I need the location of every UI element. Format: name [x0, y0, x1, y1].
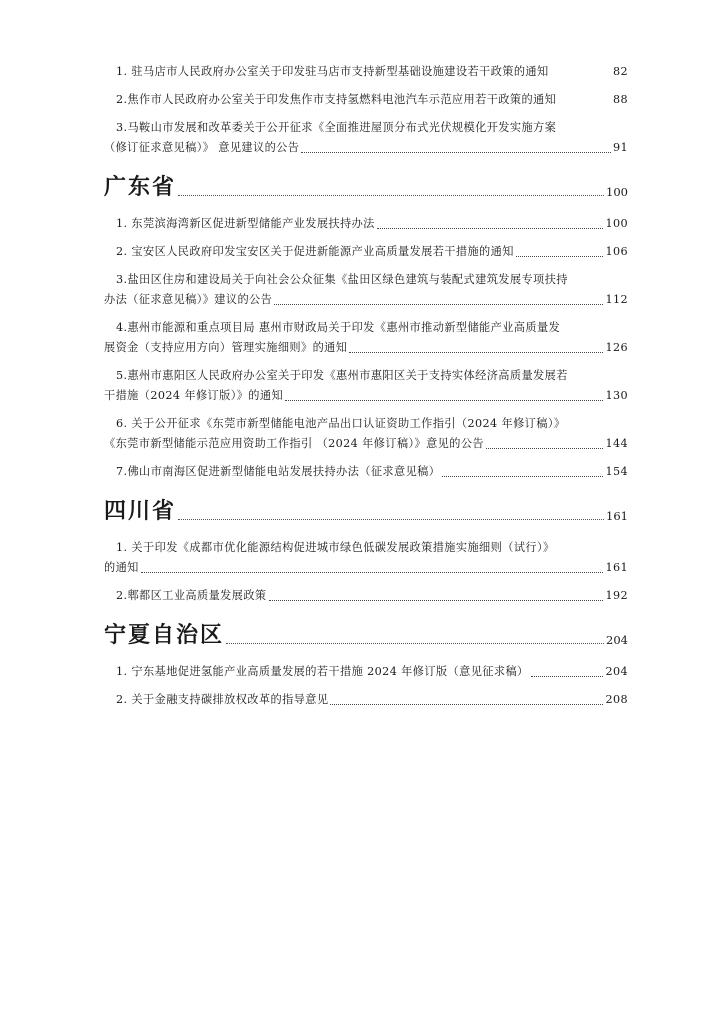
section-heading[interactable]	[104, 622, 628, 650]
entry-spacer	[104, 262, 628, 270]
table-of-contents	[104, 62, 628, 718]
toc-entry-line	[104, 462, 628, 482]
toc-entry[interactable]	[104, 118, 628, 158]
entry-text: 1. 东莞滨海湾新区促进新型储能产业发展扶持办法	[116, 217, 375, 230]
entry-spacer	[104, 578, 628, 586]
dot-leader	[226, 643, 604, 644]
toc-entry-line	[104, 434, 628, 454]
toc-entry-line	[104, 138, 628, 158]
entry-spacer	[104, 682, 628, 690]
toc-entry-line	[104, 538, 628, 558]
dot-leader	[330, 704, 603, 705]
dot-leader	[442, 476, 603, 477]
dot-leader	[486, 448, 603, 449]
toc-entry[interactable]	[104, 690, 628, 710]
entry-text: 2. 关于金融支持碳排放权改革的指导意见	[116, 693, 329, 706]
entry-spacer	[104, 454, 628, 462]
entry-spacer	[104, 82, 628, 90]
entry-text: 7.佛山市南海区促进新型储能电站发展扶持办法（征求意见稿）	[116, 465, 441, 478]
section-heading[interactable]	[104, 174, 628, 202]
entry-text: 1. 驻马店市人民政府办公室关于印发驻马店市支持新型基础设施建设若干政策的通知	[116, 65, 549, 78]
page-number: 126	[605, 341, 628, 354]
toc-entry-line	[104, 290, 628, 310]
page-number: 161	[606, 509, 628, 523]
section-title: 宁夏自治区	[104, 623, 225, 648]
toc-entry[interactable]	[104, 214, 628, 234]
toc-entry[interactable]	[104, 538, 628, 578]
entry-text: 5.惠州市惠阳区人民政府办公室关于印发《惠州市惠阳区关于支持实体经济高质量发展若	[116, 369, 568, 382]
section-title: 四川省	[104, 499, 177, 524]
entry-text: 展资金（支持应用方向）管理实施细则》的通知	[104, 341, 348, 354]
toc-entry-line	[104, 270, 628, 290]
page-number: 106	[605, 245, 628, 258]
page-number: 100	[605, 217, 628, 230]
toc-entry[interactable]	[104, 270, 628, 310]
toc-entry-line	[104, 386, 628, 406]
dot-leader	[269, 600, 604, 601]
entry-text: （修订征求意见稿）》 意见建议的公告	[104, 141, 300, 154]
entry-text: 6. 关于公开征求《东莞市新型储能电池产品出口认证资助工作指引（2024 年修订稿）》	[116, 417, 566, 430]
toc-entry[interactable]	[104, 318, 628, 358]
toc-entry[interactable]	[104, 62, 628, 82]
entry-text: 办法（征求意见稿）》建议的公告	[104, 293, 273, 306]
dot-leader	[141, 572, 604, 573]
dot-leader	[531, 676, 604, 677]
entry-spacer	[104, 110, 628, 118]
entry-text: 4.惠州市能源和重点项目局 惠州市财政局关于印发《惠州市推动新型储能产业高质量发	[116, 321, 561, 334]
entry-text: 3.马鞍山市发展和改革委关于公开征求《全面推进屋顶分布式光伏规模化开发实施方案	[116, 121, 557, 134]
entry-text: 2.焦作市人民政府办公室关于印发焦作市支持氢燃料电池汽车示范应用若干政策的通知	[116, 93, 557, 106]
toc-entry-line	[104, 690, 628, 710]
entry-spacer	[104, 158, 628, 166]
toc-entry[interactable]	[104, 366, 628, 406]
entry-spacer	[104, 234, 628, 242]
section-title: 广东省	[104, 175, 177, 200]
toc-entry-line	[104, 118, 628, 138]
page-number: 154	[605, 465, 628, 478]
page-number: 112	[605, 293, 628, 306]
entry-text: 1. 宁东基地促进氢能产业高质量发展的若干措施 2024 年修订版（意见征求稿）	[116, 665, 529, 678]
dot-leader	[285, 400, 603, 401]
toc-entry-line	[104, 318, 628, 338]
entry-text: 2.郫都区工业高质量发展政策	[116, 589, 267, 602]
page-number: 82	[612, 65, 628, 78]
entry-spacer	[104, 406, 628, 414]
toc-entry-line	[104, 214, 628, 234]
toc-entry[interactable]	[104, 662, 628, 682]
page-number: 130	[605, 389, 628, 402]
page-number: 192	[605, 589, 628, 602]
dot-leader	[301, 152, 611, 153]
page-number: 91	[612, 141, 628, 154]
dot-leader	[178, 195, 604, 196]
toc-entry[interactable]	[104, 242, 628, 262]
entry-spacer	[104, 482, 628, 490]
entry-spacer	[104, 710, 628, 718]
entry-text: 2. 宝安区人民政府印发宝安区关于促进新能源产业高质量发展若干措施的通知	[116, 245, 514, 258]
toc-entry-line	[104, 366, 628, 386]
page-number: 208	[605, 693, 628, 706]
page-number: 161	[605, 561, 628, 574]
toc-entry[interactable]	[104, 414, 628, 454]
toc-entry[interactable]	[104, 90, 628, 110]
toc-entry[interactable]	[104, 462, 628, 482]
entry-spacer	[104, 310, 628, 318]
toc-entry-line	[104, 586, 628, 606]
toc-entry-line	[104, 662, 628, 682]
entry-text: 干措施（2024 年修订版）》的通知	[104, 389, 284, 402]
entry-spacer	[104, 606, 628, 614]
entry-text: 的通知	[104, 561, 139, 574]
page-number: 100	[606, 185, 628, 199]
toc-entry-line	[104, 242, 628, 262]
page-number: 204	[606, 633, 628, 647]
dot-leader	[516, 256, 604, 257]
page-number: 144	[605, 437, 628, 450]
toc-entry-line	[104, 90, 628, 110]
entry-text: 3.盐田区住房和建设局关于向社会公众征集《盐田区绿色建筑与装配式建筑发展专项扶持	[116, 273, 568, 286]
section-heading[interactable]	[104, 498, 628, 526]
toc-entry-line	[104, 558, 628, 578]
dot-leader	[274, 304, 603, 305]
page-number: 88	[612, 93, 628, 106]
toc-entry-line	[104, 338, 628, 358]
dot-leader	[178, 519, 604, 520]
dot-leader	[377, 228, 604, 229]
page-number: 204	[605, 665, 628, 678]
dot-leader	[349, 352, 603, 353]
entry-text: 1. 关于印发《成都市优化能源结构促进城市绿色低碳发展政策措施实施细则（试行）》	[116, 541, 555, 554]
entry-spacer	[104, 358, 628, 366]
entry-text: 《东莞市新型储能示范应用资助工作指引 （2024 年修订稿）》意见的公告	[104, 437, 485, 450]
toc-entry-line	[104, 62, 628, 82]
toc-entry-line	[104, 414, 628, 434]
toc-entry[interactable]	[104, 586, 628, 606]
